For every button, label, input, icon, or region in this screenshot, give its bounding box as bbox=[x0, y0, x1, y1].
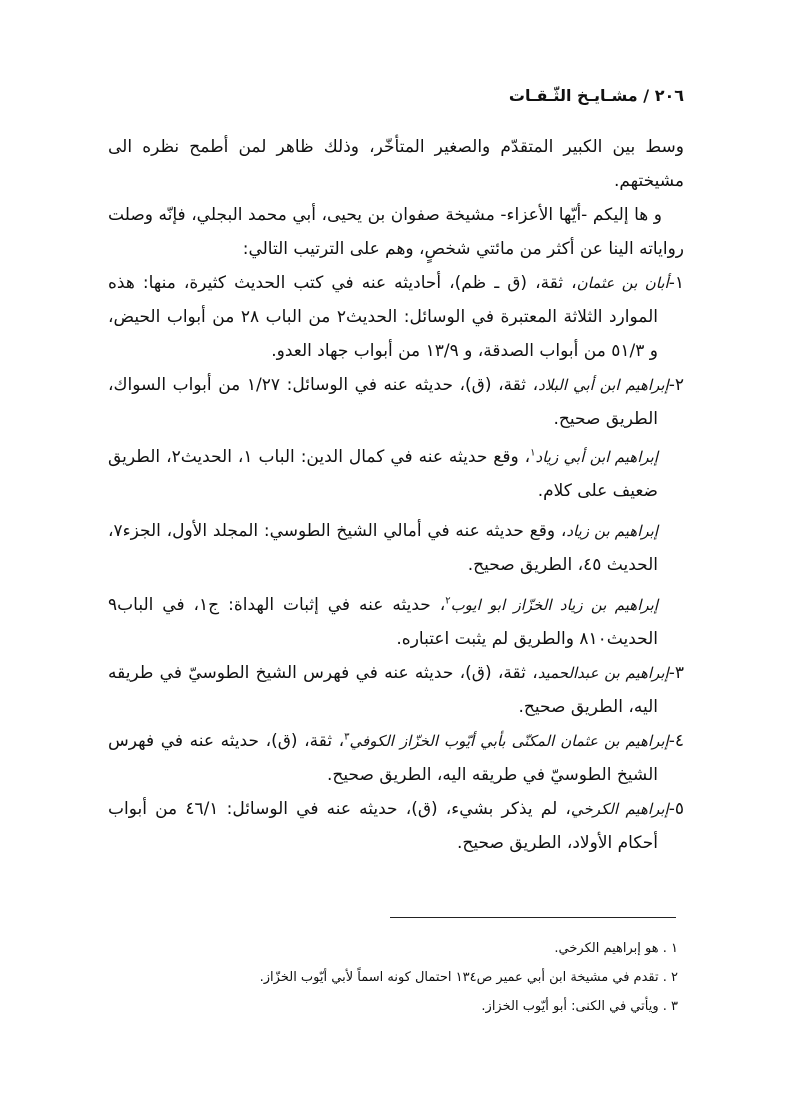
entry-text: ، حديثه عنه في إثبات الهداة: ج١، في الباب٩ الحديث٨١٠ والطريق لم يثبت اعتباره. bbox=[108, 595, 658, 649]
footnote-3: ٣ . ويأتي في الكنى: أبو أيّوب الخزاز. bbox=[481, 999, 678, 1014]
entry-number: ٤- bbox=[668, 731, 685, 751]
page-number: ٢٠٦ bbox=[654, 86, 684, 105]
footnote-2: ٢ . تقدم في مشيخة ابن أبي عمير ص١٣٤ احتمال كونه اسماً لأبي أيّوب الخزّاز. bbox=[259, 970, 678, 985]
footnote-ref: ٣ bbox=[344, 731, 350, 743]
entry-5 bbox=[108, 792, 684, 860]
entry-text: ، لم يذكر بشيء، (ق)، حديثه عنه في الوسائل: ٤٦/١ من أبواب أحكام الأولاد، الطريق صحيح. bbox=[108, 799, 658, 853]
entry-4 bbox=[108, 724, 684, 792]
entry-text: ، ثقة، (ق)، حديثه عنه في فهرس الشيخ الطوسيّ في طريقه اليه، الطريق صحيح. bbox=[108, 663, 658, 717]
entry-2-variant-1 bbox=[108, 440, 684, 508]
entry-text: ، ثقة، (ق)، حديثه عنه في الوسائل: ١/٢٧ من أبواب السواك، الطريق صحيح. bbox=[108, 375, 658, 429]
entry-number: ٢- bbox=[668, 375, 684, 395]
entry-number: ٥- bbox=[668, 799, 684, 819]
running-head bbox=[108, 84, 684, 108]
entry-text: ، ثقة، (ق)، حديثه عنه في فهرس الشيخ الطوسيّ في طريقه اليه، الطريق صحيح. bbox=[108, 731, 658, 785]
narrator-name: إبراهيم ابن أبي البلاد bbox=[538, 376, 669, 394]
entry-text: ، وقع حديثه عنه في أمالي الشيخ الطوسي: المجلد الأول، الجزء٧، الحديث ٤٥، الطريق صحيح. bbox=[108, 521, 658, 575]
intro-paragraph: و ها إليكم -أيّها الأعزاء- مشيخة صفوان بن يحيى، أبي محمد البجلي، فإنّه وصلت رواياته الينا عن أكثر من مائتي شخصٍ، وهم على الترتيب التالي: bbox=[108, 205, 684, 259]
entry-number: ٣- bbox=[668, 663, 684, 683]
entry-2-variant-2 bbox=[108, 514, 684, 582]
entry-1 bbox=[108, 266, 684, 368]
entry-2 bbox=[108, 368, 684, 436]
narrator-name: إبراهيم بن عثمان المكنّى بأبي أيّوب الخزّاز الكوفي bbox=[349, 732, 669, 750]
intro-line-1: وسط بين الكبير المتقدّم والصغير المتأخّر، وذلك ظاهر لمن أطمح نظره الى مشيختهم. bbox=[108, 137, 684, 191]
entry-text: ، وقع حديثه عنه في كمال الدين: الباب ١، الحديث٢، الطريق ضعيف على كلام. bbox=[108, 447, 658, 501]
header-separator: / bbox=[643, 86, 650, 105]
footnote-ref: ١ bbox=[530, 447, 536, 459]
footnotes bbox=[108, 934, 678, 1021]
entry-number: ١- bbox=[668, 273, 684, 293]
book-title: مشـايـخ الثّـقـات bbox=[508, 86, 638, 105]
narrator-name: إبراهيم ابن أبي زياد bbox=[535, 448, 658, 466]
footnote-1: ١ . هو إبراهيم الكرخي. bbox=[554, 941, 678, 956]
narrator-name: إبراهيم بن زياد bbox=[566, 522, 658, 540]
narrator-name: إبراهيم بن زياد الخزّاز ابو ايوب bbox=[450, 596, 658, 614]
narrator-name: إبراهيم بن عبدالحميد bbox=[537, 664, 669, 682]
entry-2-variant-3 bbox=[108, 588, 684, 656]
entry-text: ، ثقة، (ق ـ ظم)، أحاديثه عنه في كتب الحديث كثيرة، منها: هذه الموارد الثلاثة المعتبرة في الوسائل: الحديث٢ من الباب ٢٨ من أبواب الحيض، و ٥١/٣ من أبواب الصدقة، و ١٣/٩ من أبواب جهاد العدو. bbox=[108, 273, 658, 361]
page-body bbox=[108, 84, 684, 860]
footnote-divider bbox=[390, 917, 676, 918]
narrator-name: أبان بن عثمان bbox=[576, 274, 669, 292]
entry-3 bbox=[108, 656, 684, 724]
footnote-ref: ٢ bbox=[445, 595, 451, 607]
narrator-name: إبراهيم الكرخي bbox=[570, 800, 669, 818]
